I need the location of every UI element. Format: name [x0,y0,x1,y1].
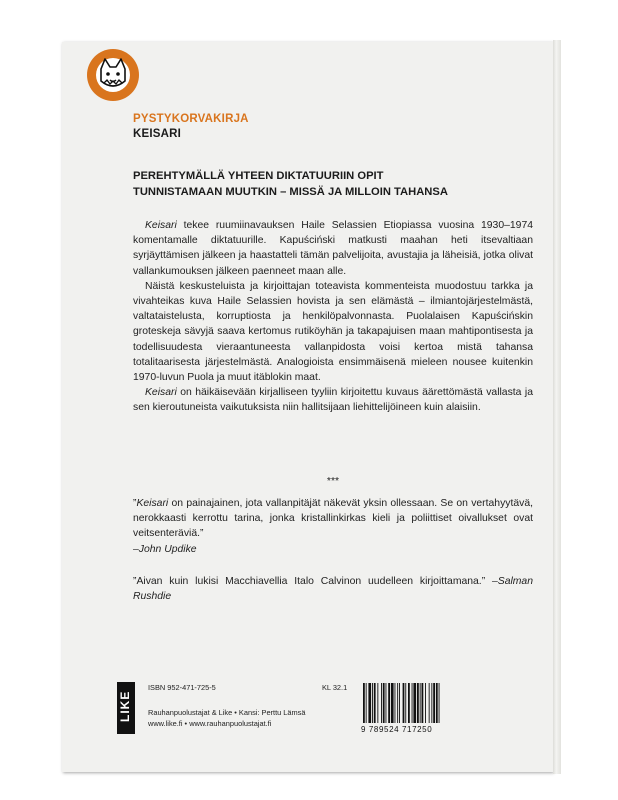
blurb [133,218,533,416]
barcode-bar [381,683,382,723]
barcode-bar [374,683,376,723]
headline-line-1: PEREHTYMÄLLÄ YHTEEN DIKTATUURIIN OPIT [133,170,384,182]
blurb-paragraph-3 [133,385,533,415]
barcode-bar [405,683,406,723]
book-title-inline: Keisari [145,387,177,399]
barcode-bar [431,683,432,723]
barcode-bar [395,683,396,723]
isbn: ISBN 952-471-725-5 [148,683,216,692]
spine-edge [553,40,561,774]
barcode-bar [391,683,394,723]
barcode-bar [399,683,400,723]
publisher-logo [117,682,135,734]
websites: www.like.fi • www.rauhanpuolustajat.fi [148,719,272,728]
barcode-bar [436,683,438,723]
quote-rushdie-text: ”Aivan kuin lukisi Macchiavellia Italo Calvinon uudelleen kirjoittamana.” [133,576,492,587]
barcode-bar [377,683,378,723]
quote-updike-text: on painajainen, jota vallanpitäjät näkevät yksin ollessaan. Se on vertahyytävä, nerokkaasti kerrottu tarina, jonka kristallinkirkas kieli ja poliittiset oivallukset ovat veitsenteräviä.” [133,498,533,540]
headline [133,168,533,200]
book-title-inline: Keisari [145,220,177,231]
barcode-bar [383,683,385,723]
barcode-bar [363,683,365,723]
series-name: PYSTYKORVAKIRJA [133,113,249,125]
credits: Rauhanpuolustajat & Like • Kansi: Perttu Lämsä [148,708,306,717]
book-title-inline: Keisari [136,498,169,509]
barcode-bar [422,683,424,723]
barcode-bar [433,683,435,723]
barcode-bar [417,683,419,723]
barcode-bar [413,683,416,723]
quote-updike [133,496,533,557]
barcode-bar [403,683,405,723]
barcode [361,683,469,723]
barcode-bar [366,683,367,723]
barcode-bar [408,683,410,723]
headline-line-2: TUNNISTAMAAN MUUTKIN – MISSÄ JA MILLOIN TAHANSA [133,186,448,198]
quote-updike-author: –John Updike [133,543,197,555]
publisher-logo-text: LIKE [118,690,132,722]
blurb-paragraph-2: Näistä keskusteluista ja kirjoittajan toteavista kommenteista muodostuu tarkka ja vivahteikas kuva Haile Selassien hovista ja sen elämästä – ilmiantojärjestelmästä, valtataistelusta, korruptiosta ja henkilöpalvonnasta. Puolalaisen Kapuścińskin groteskeja sävyjä saava kertomus rutiköyhän ja takapajuisen maan mahtipontisesta ja todellisuudesta vieraantuneesta vallanpidosta voisi kertoa mistä tahansa totalitaarisesta järjestelmästä. Analogioista ensimmäisenä mieleen nousee kuitenkin 1970-luvun Puola ja muut itäblokin maat. [133,280,533,384]
barcode-bar [368,683,371,723]
book-title: KEISARI [133,128,182,140]
separator: *** [326,476,340,487]
blurb-paragraph-1 [133,218,533,279]
quote-rushdie-author: –Salman Rushdie [133,576,533,603]
barcode-bar [412,683,413,723]
quote-mark: ” [133,498,137,509]
barcode-bar [425,683,426,723]
library-class: KL 32.1 [322,683,348,692]
dog-head-icon [85,47,141,103]
barcode-bar [372,683,373,723]
barcode-bar [388,683,390,723]
barcode-bar [397,683,398,723]
barcode-bar [439,683,440,723]
quote-rushdie [133,574,533,604]
blurb-paragraph-3-text: on häikäisevään kirjalliseen tyyliin kirjoitettu kuvaus äärettömästä vallasta ja sen kieroutuneista vaikutuksista niin hallitsijaan liehittelijöineen kuin alaisiin. [133,387,533,414]
barcode-bar [386,683,387,723]
barcode-number: 9 789524 717250 [361,725,433,734]
blurb-paragraph-1-text: tekee ruumiinavauksen Haile Selassien Etiopiassa vuosina 1930–1974 komentamalle diktatuurille. Kapuściński matkusti maahan heti itsevaltiaan syrjäyttämisen jälkeen ja haastatteli tämän palvelijoita, avustajia ja läheisiä, jotka olivat vallankumouksen jälkeen paenneet maan alle. [133,220,533,277]
barcode-bar [420,683,421,723]
barcode-bar [429,683,430,723]
